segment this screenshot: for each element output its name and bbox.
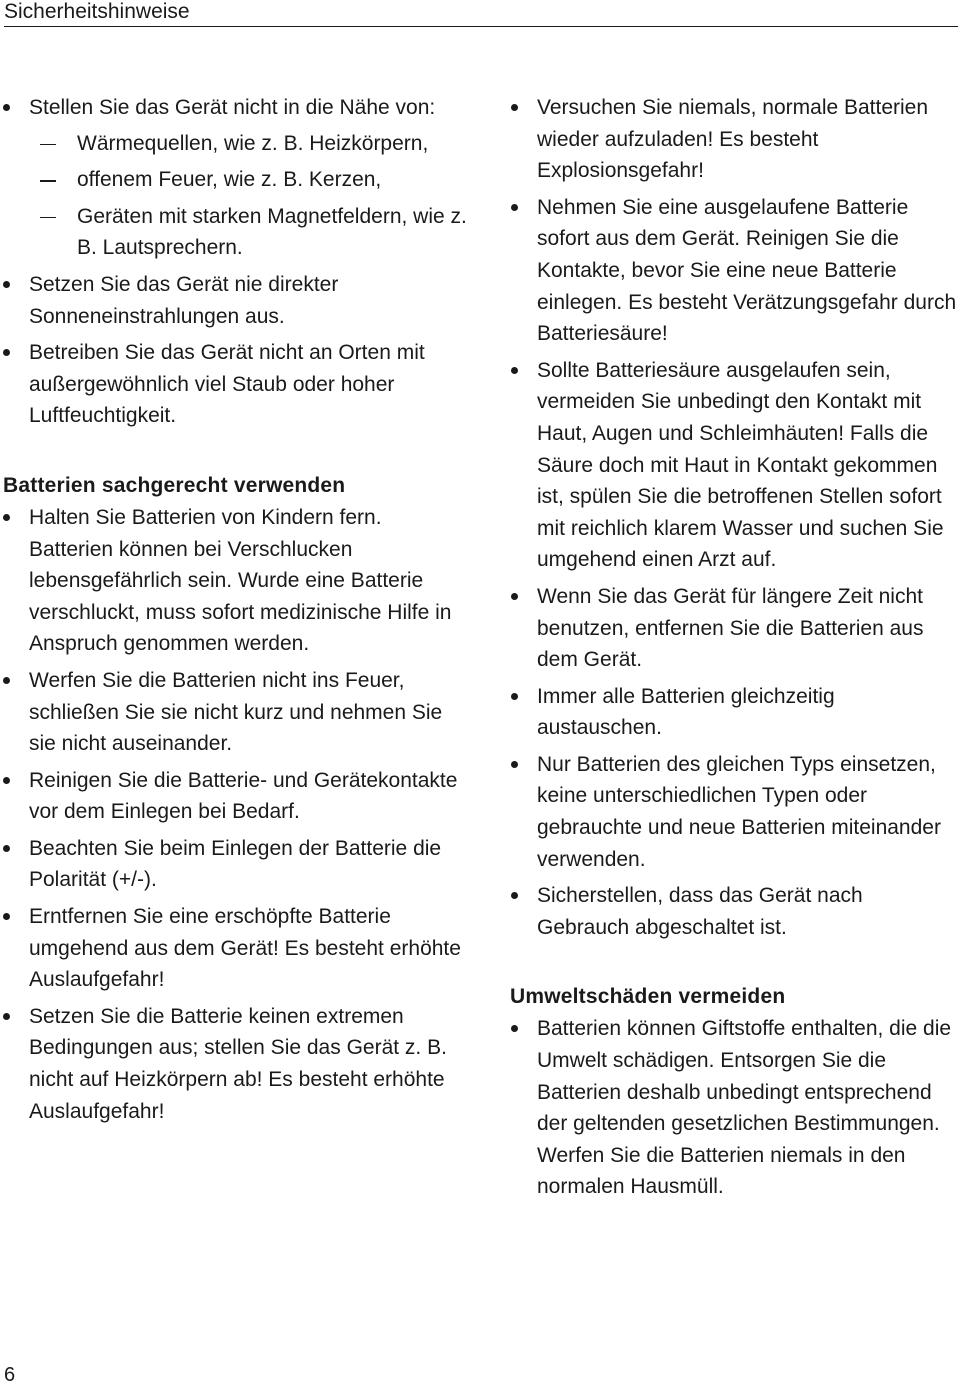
left-column [0,92,470,1132]
list-item: Wenn Sie das Gerät für längere Zeit nicht benutzen, entfernen Sie die Batterien aus dem Gerät. [508,581,960,676]
list-item: Reinigen Sie die Batterie- und Gerätekontakte vor dem Einlegen bei Bedarf. [0,765,470,828]
environment-list [508,1013,960,1203]
page-header [4,0,958,27]
battery-list-continued [508,92,960,943]
list-item: Batterien können Giftstoffe enthalten, die die Umwelt schädigen. Entsorgen Sie die Batterien deshalb unbedingt entsprechend der geltenden gesetzlichen Bestimmungen. Werfen Sie die Batterien niemals in den normalen Hausmüll. [508,1013,960,1203]
list-item: Betreiben Sie das Gerät nicht an Orten mit außergewöhnlich viel Staub oder hoher Luftfeuchtigkeit. [0,337,470,432]
list-item: Nehmen Sie eine ausgelaufene Batterie sofort aus dem Gerät. Reinigen Sie die Kontakte, bevor Sie eine neue Batterie einlegen. Es besteht Verätzungsgefahr durch Batteriesäure! [508,192,960,350]
header-title: Sicherheitshinweise [4,0,190,23]
list-item: Versuchen Sie niemals, normale Batterien wieder aufzuladen! Es besteht Explosionsgefahr! [508,92,960,187]
sub-list-item: Geräten mit starken Magnetfeldern, wie z. B. Lautsprechern. [29,201,470,264]
list-item: Beachten Sie beim Einlegen der Batterie die Polarität (+/-). [0,833,470,896]
list-item: Setzen Sie die Batterie keinen extremen Bedingungen aus; stellen Sie das Gerät z. B. nicht auf Heizkörpern ab! Es besteht erhöhte Auslaufgefahr! [0,1001,470,1127]
section-heading-environment: Umweltschäden vermeiden [510,985,786,1009]
list-item: Setzen Sie das Gerät nie direkter Sonneneinstrahlungen aus. [0,269,470,332]
list-item-text: Stellen Sie das Gerät nicht in die Nähe von: [29,96,436,119]
sub-list-item: Wärmequellen, wie z. B. Heizkörpern, [29,128,470,160]
list-item: Erntfernen Sie eine erschöpfte Batterie umgehend aus dem Gerät! Es besteht erhöhte Auslaufgefahr! [0,901,470,996]
safety-list [0,92,470,432]
list-item: Immer alle Batterien gleichzeitig austauschen. [508,681,960,744]
page-number: 6 [4,1364,16,1386]
list-item [0,92,470,264]
battery-list [0,502,470,1127]
sub-list [29,128,470,264]
right-column [508,92,960,1208]
list-item: Sicherstellen, dass das Gerät nach Gebrauch abgeschaltet ist. [508,880,960,943]
sub-list-item: offenem Feuer, wie z. B. Kerzen, [29,164,470,196]
section-heading-batteries: Batterien sachgerecht verwenden [3,473,346,497]
list-item: Nur Batterien des gleichen Typs einsetzen, keine unterschiedlichen Typen oder gebrauchte und neue Batterien miteinander verwenden. [508,749,960,875]
list-item: Sollte Batteriesäure ausgelaufen sein, vermeiden Sie unbedingt den Kontakt mit Haut, Augen und Schleimhäuten! Falls die Säure doch mit Haut in Kontakt gekommen ist, spülen Sie die betroffenen Stellen sofort mit reichlich klarem Wasser und suchen Sie umgehend einen Arzt auf. [508,355,960,576]
list-item: Halten Sie Batterien von Kindern fern. Batterien können bei Verschlucken lebensgefährlich sein. Wurde eine Batterie verschluckt, muss sofort medizinische Hilfe in Anspruch genommen werden. [0,502,470,660]
list-item: Werfen Sie die Batterien nicht ins Feuer, schließen Sie sie nicht kurz und nehmen Sie sie nicht auseinander. [0,665,470,760]
